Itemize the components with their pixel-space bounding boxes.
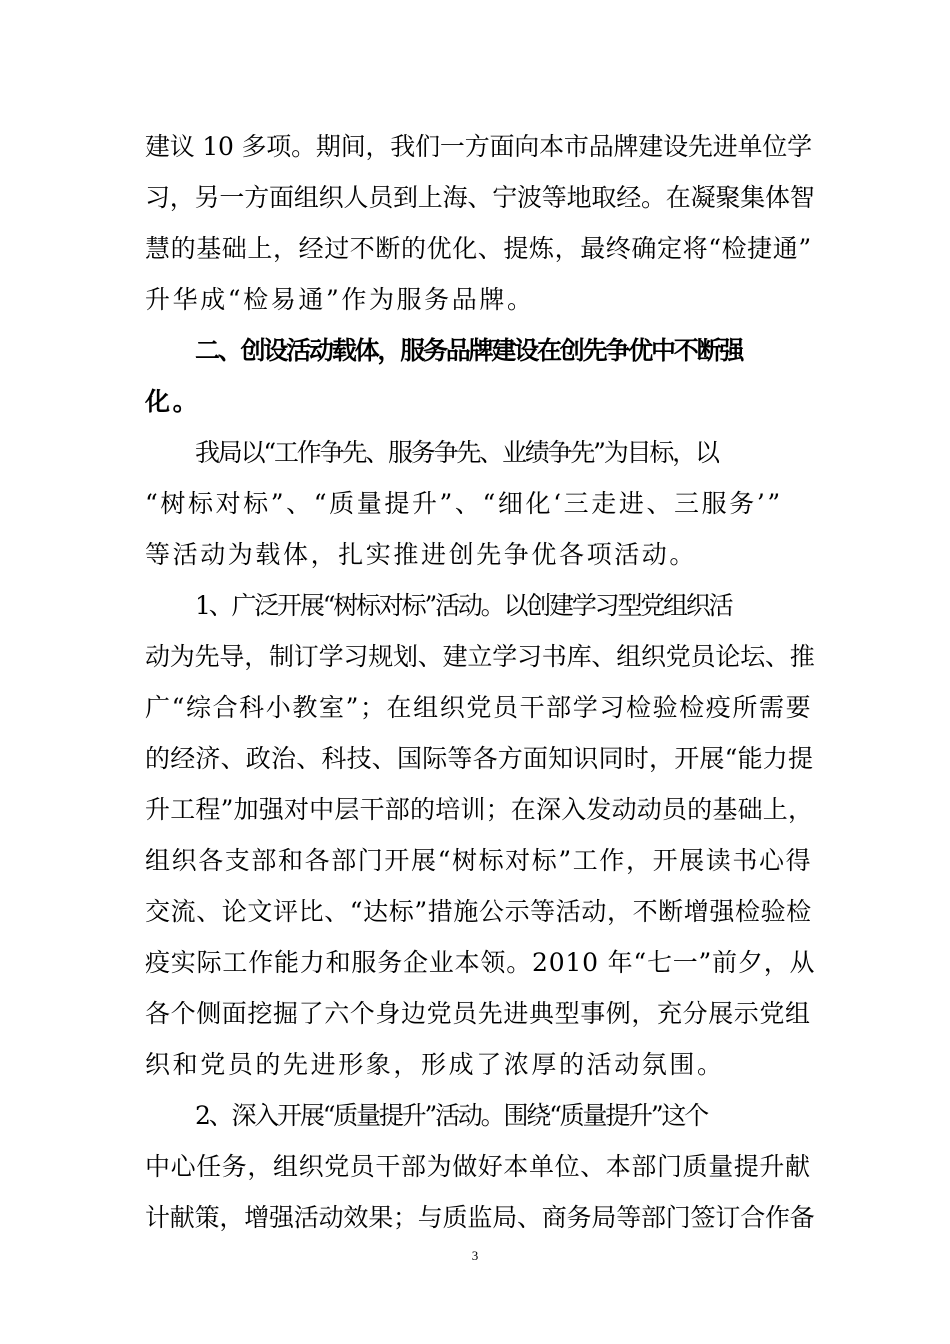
body-text-line: 建议 10 多项。期间，我们一方面向本市品牌建设先进单位学 — [145, 132, 812, 161]
body-text-line: 升华成“检易通”作为服务品牌。 — [145, 285, 535, 314]
body-text-line: 织和党员的先进形象，形成了浓厚的活动氛围。 — [145, 1050, 725, 1079]
section-heading: 二、创设活动载体，服务品牌建设在创先争优中不断强 — [195, 336, 743, 365]
body-text-line: 2、深入开展“质量提升”活动。围绕“质量提升”这个 — [195, 1101, 708, 1130]
body-text-line: 1、广泛开展“树标对标”活动。以创建学习型党组织活 — [195, 591, 732, 620]
body-text-line: 计献策，增强活动效果；与质监局、商务局等部门签订合作备 — [145, 1203, 815, 1232]
body-text-line: 升工程”加强对中层干部的培训；在深入发动动员的基础上， — [145, 795, 814, 824]
body-text-line: 疫实际工作能力和服务企业本领。2010 年“七一”前夕，从 — [145, 948, 816, 977]
body-text-line: 的经济、政治、科技、国际等各方面知识同时，开展“能力提 — [145, 744, 814, 773]
body-text-line: 各个侧面挖掘了六个身边党员先进典型事例，充分展示党组 — [145, 999, 811, 1028]
body-text-line: 组织各支部和各部门开展“树标对标”工作，开展读书心得 — [145, 846, 813, 875]
body-text-line: “树标对标”、“质量提升”、“细化‘三走进、三服务’” — [145, 489, 783, 518]
body-text-line: 慧的基础上，经过不断的优化、提炼，最终确定将“检捷通” — [145, 234, 812, 263]
body-text-line: 中心任务，组织党员干部为做好本单位、本部门质量提升献 — [145, 1152, 811, 1181]
body-text-line: 广“综合科小教室”；在组织党员干部学习检验检疫所需要 — [145, 693, 813, 722]
body-text-line: 等活动为载体，扎实推进创先争优各项活动。 — [145, 540, 698, 569]
body-text-line: 交流、论文评比、“达标”措施公示等活动，不断增强检验检 — [145, 897, 812, 926]
body-text-line: 我局以“工作争先、服务争先、业绩争先”为目标，以 — [195, 438, 718, 467]
body-text-line: 动为先导，制订学习规划、建立学习书库、组织党员论坛、推 — [145, 642, 815, 671]
page-number: 3 — [471, 1248, 479, 1263]
body-text-line: 习，另一方面组织人员到上海、宁波等地取经。在凝聚集体智 — [145, 183, 815, 212]
section-heading-continuation: 化。 — [145, 387, 201, 416]
